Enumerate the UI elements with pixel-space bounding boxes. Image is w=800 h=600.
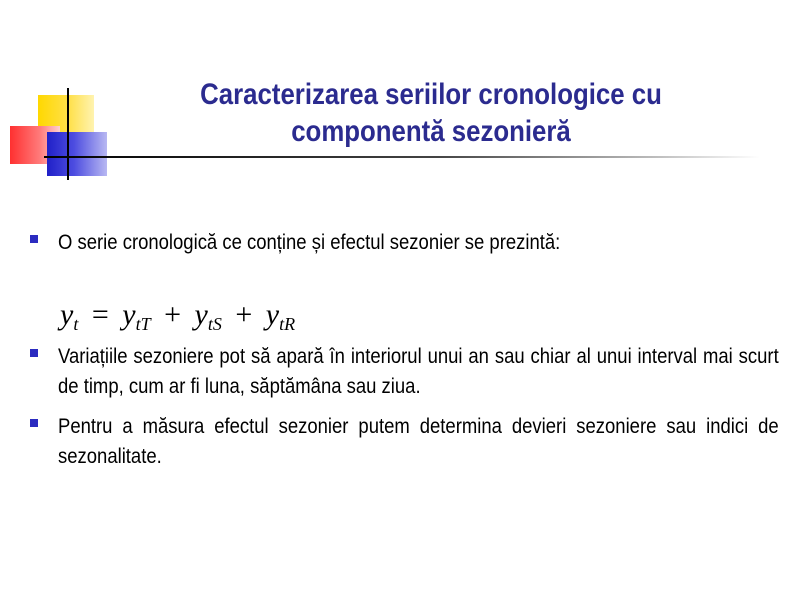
formula-trend-sub: tT — [135, 314, 151, 334]
title-underline — [44, 156, 760, 158]
decorative-squares-logo — [0, 80, 120, 180]
formula-trend: y — [122, 298, 136, 331]
square-bullet-icon — [30, 235, 38, 243]
vertical-rule — [67, 88, 69, 180]
formula-plus: + — [235, 298, 253, 331]
bullet-item — [30, 228, 776, 258]
bullet-item — [30, 412, 779, 472]
formula-plus: + — [164, 298, 182, 331]
bullet-item — [30, 342, 779, 402]
decomposition-formula — [60, 298, 295, 335]
bullet-text: O serie cronologică ce conține și efectul sezonier se prezintă: — [58, 231, 561, 254]
blue-square — [47, 132, 107, 176]
formula-lhs-sub: t — [73, 314, 79, 334]
formula-lhs: y — [60, 298, 74, 331]
formula-residual-sub: tR — [279, 314, 296, 334]
formula-seasonal: y — [194, 298, 208, 331]
formula-seasonal-sub: tS — [207, 314, 222, 334]
formula-residual: y — [265, 298, 280, 331]
bullet-text: Variațiile sezoniere pot să apară în interiorul unui an sau chiar al unui interval mai scurt de timp, cum ar fi luna, săptămâna sau ziua. — [58, 345, 779, 398]
bullet-text: Pentru a măsura efectul sezonier putem determina devieri sezoniere sau indici de sezonalitate. — [58, 415, 779, 468]
title-line-1: Caracterizarea seriilor cronologice cu — [200, 78, 662, 111]
slide-title — [189, 76, 672, 150]
square-bullet-icon — [30, 419, 38, 427]
title-line-2: componentă sezonieră — [291, 115, 571, 148]
formula-equals: = — [91, 298, 109, 331]
square-bullet-icon — [30, 349, 38, 357]
